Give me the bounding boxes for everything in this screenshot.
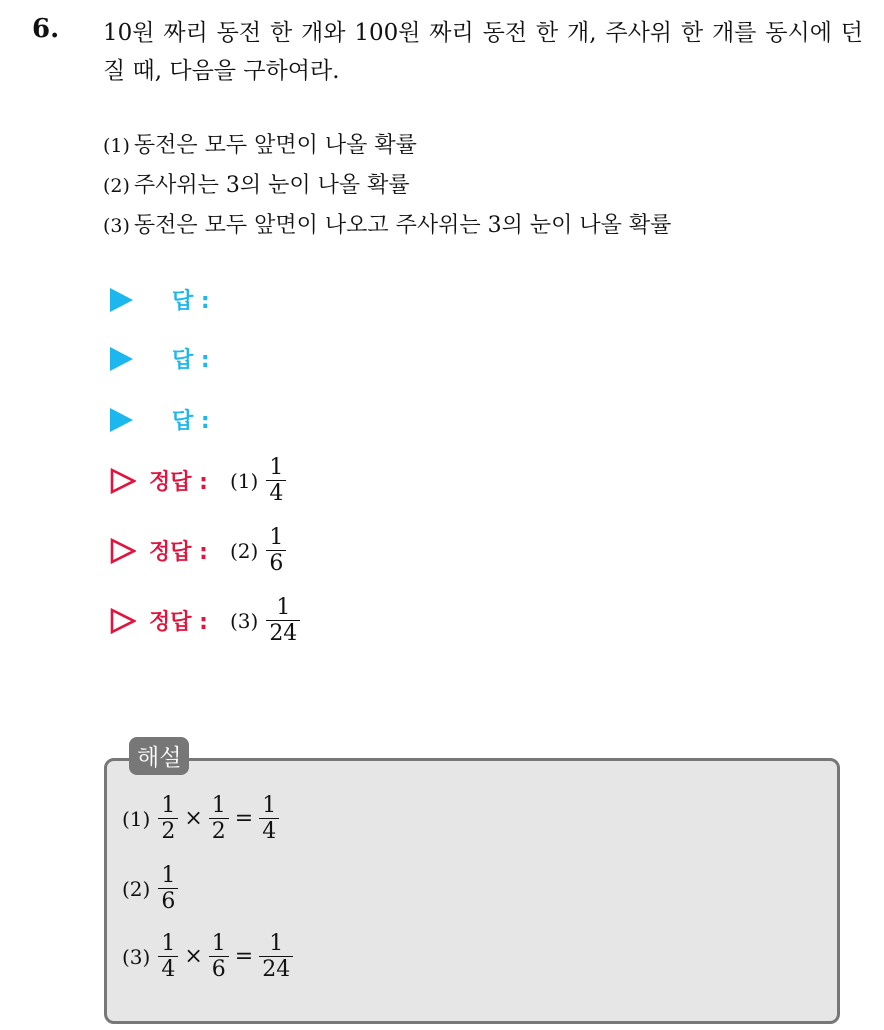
correct-label: 정답 : — [149, 610, 208, 636]
solution-tag: (2) — [122, 876, 151, 901]
solution-line-3 — [122, 932, 293, 981]
solution-tag: (1) — [122, 806, 151, 831]
sub-question-text: 동전은 모두 앞면이 나올 확률 — [133, 133, 417, 158]
fraction — [259, 794, 279, 843]
denominator: 4 — [269, 481, 284, 507]
solution-title: 해설 — [129, 737, 189, 775]
sub-question-number: (2) — [103, 175, 130, 197]
denominator: 6 — [269, 551, 284, 577]
correct-answer-1 — [110, 456, 286, 505]
correct-value — [230, 596, 300, 645]
denominator: 24 — [262, 957, 291, 983]
correct-value — [230, 456, 286, 505]
fraction — [158, 864, 178, 913]
denominator: 2 — [161, 819, 176, 845]
outline-triangle-icon — [110, 538, 136, 564]
fraction — [259, 932, 293, 981]
sub-question-number: (3) — [103, 215, 130, 237]
fraction — [209, 794, 229, 843]
correct-answer-2 — [110, 526, 286, 575]
denominator: 6 — [161, 889, 176, 915]
numerator: 1 — [161, 931, 176, 956]
correct-label: 정답 : — [149, 470, 208, 496]
denominator: 2 — [211, 819, 226, 845]
solution-line-2 — [122, 864, 178, 913]
correct-label: 정답 : — [149, 540, 208, 566]
fraction — [266, 596, 300, 645]
question-number: 6. — [32, 14, 60, 44]
play-triangle-icon — [110, 347, 133, 371]
solution-tag: (3) — [122, 944, 151, 969]
numerator: 1 — [211, 931, 226, 956]
numerator: 1 — [269, 931, 284, 956]
correct-tag: (2) — [229, 538, 259, 563]
answer-label: 답 : — [172, 289, 210, 314]
equals-operator: = — [234, 944, 254, 970]
denominator: 4 — [262, 819, 277, 845]
equals-operator: = — [234, 806, 254, 832]
fraction — [209, 932, 229, 981]
answer-field-1[interactable] — [110, 284, 210, 315]
fraction — [266, 526, 286, 575]
answer-field-3[interactable] — [110, 404, 210, 435]
times-operator: × — [184, 806, 203, 832]
answer-field-2[interactable] — [110, 343, 210, 374]
numerator: 1 — [161, 793, 176, 818]
numerator: 1 — [269, 525, 284, 550]
sub-question-1 — [103, 126, 671, 166]
numerator: 1 — [161, 863, 176, 888]
fraction — [266, 456, 286, 505]
correct-tag: (1) — [229, 468, 259, 493]
outline-triangle-icon — [110, 468, 136, 494]
denominator: 4 — [161, 957, 176, 983]
outline-triangle-icon — [110, 608, 136, 634]
fraction — [158, 932, 178, 981]
sub-question-text: 주사위는 3의 눈이 나올 확률 — [133, 173, 410, 198]
correct-answer-3 — [110, 596, 300, 645]
play-triangle-icon — [110, 288, 133, 312]
answer-label: 답 : — [172, 409, 210, 434]
denominator: 6 — [211, 957, 226, 983]
correct-tag: (3) — [229, 608, 259, 633]
sub-question-3 — [103, 206, 671, 246]
correct-value — [230, 526, 286, 575]
numerator: 1 — [262, 793, 277, 818]
numerator: 1 — [269, 455, 284, 480]
times-operator: × — [184, 944, 203, 970]
answer-label: 답 : — [172, 348, 210, 373]
numerator: 1 — [276, 595, 291, 620]
numerator: 1 — [211, 793, 226, 818]
play-triangle-icon — [110, 408, 133, 432]
question-text: 10원 짜리 동전 한 개와 100원 짜리 동전 한 개, 주사위 한 개를 동시에 던질 때, 다음을 구하여라. — [103, 20, 863, 84]
sub-question-list — [103, 126, 671, 246]
solution-line-1 — [122, 794, 279, 843]
sub-question-text: 동전은 모두 앞면이 나오고 주사위는 3의 눈이 나올 확률 — [133, 213, 672, 238]
denominator: 24 — [269, 621, 298, 647]
sub-question-number: (1) — [103, 135, 130, 157]
sub-question-2 — [103, 166, 671, 206]
fraction — [158, 794, 178, 843]
